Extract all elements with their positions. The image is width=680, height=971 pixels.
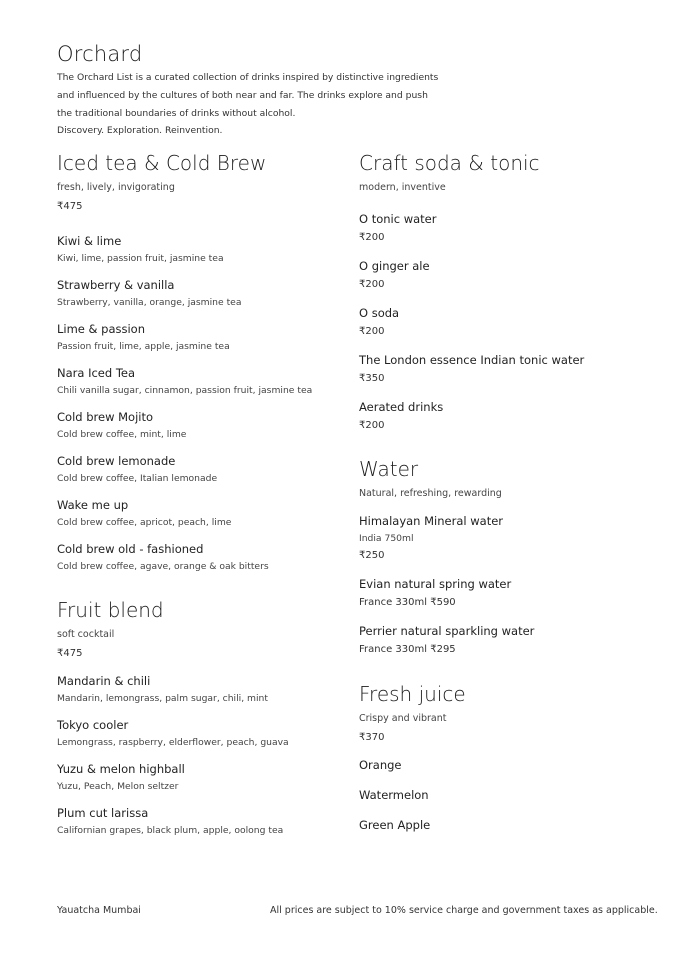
page-title: Orchard [57, 42, 143, 66]
item-price: ₹250 [359, 550, 385, 561]
menu-item [359, 624, 639, 657]
item-name: Evian natural spring water [359, 577, 512, 591]
item-price: ₹200 [359, 326, 385, 337]
item-name: O ginger ale [359, 259, 430, 273]
item-name: Perrier natural sparkling water [359, 624, 535, 638]
menu-item [359, 514, 639, 563]
menu-item [57, 366, 347, 397]
footer-venue: Yauatcha Mumbai [57, 905, 141, 916]
item-description: Cold brew coffee, mint, lime [57, 429, 187, 440]
menu-item [57, 674, 347, 705]
menu-item [359, 400, 639, 433]
section-fresh-juice [359, 681, 639, 833]
item-name: Strawberry & vanilla [57, 278, 175, 292]
section-title: Fruit blend [57, 598, 164, 622]
item-name: Cold brew lemonade [57, 454, 176, 468]
item-name: Mandarin & chili [57, 674, 151, 688]
item-name: Watermelon [359, 788, 429, 802]
intro-line: The Orchard List is a curated collection of drinks inspired by distinctive ingredients [57, 72, 439, 83]
item-description: Yuzu, Peach, Melon seltzer [57, 781, 179, 792]
menu-item [359, 306, 639, 339]
menu-item [359, 353, 639, 386]
item-name: Cold brew old - fashioned [57, 542, 204, 556]
section-price: ₹475 [57, 648, 83, 659]
item-description: Lemongrass, raspberry, elderflower, peach, guava [57, 737, 289, 748]
item-price: France 330ml ₹295 [359, 644, 456, 655]
item-description: India 750ml [359, 533, 414, 544]
menu-item [57, 498, 347, 529]
section-title: Water [359, 457, 419, 481]
menu-item [57, 718, 347, 749]
footer-note: All prices are subject to 10% service charge and government taxes as applicable. [270, 905, 658, 916]
item-description: Californian grapes, black plum, apple, oolong tea [57, 825, 284, 836]
section-water [359, 456, 639, 657]
menu-item [57, 806, 347, 837]
section-subtitle: fresh, lively, invigorating [57, 182, 175, 193]
section-subtitle: Crispy and vibrant [359, 713, 447, 724]
item-price: ₹200 [359, 232, 385, 243]
item-name: O tonic water [359, 212, 437, 226]
item-name: Tokyo cooler [57, 718, 129, 732]
right-column [359, 150, 639, 833]
intro-text [57, 69, 437, 140]
menu-item [57, 234, 347, 265]
item-name: Himalayan Mineral water [359, 514, 504, 528]
item-name: Nara Iced Tea [57, 366, 136, 380]
left-column [57, 150, 347, 837]
section-title: Craft soda & tonic [359, 151, 540, 175]
section-subtitle: modern, inventive [359, 182, 446, 193]
item-description: Cold brew coffee, Italian lemonade [57, 473, 218, 484]
intro-line: the traditional boundaries of drinks without alcohol. [57, 107, 296, 119]
section-title: Iced tea & Cold Brew [57, 151, 267, 175]
section-craft-soda [359, 150, 639, 433]
section-iced-tea [57, 150, 347, 573]
item-description: Kiwi, lime, passion fruit, jasmine tea [57, 253, 224, 264]
item-price: ₹200 [359, 420, 385, 431]
intro-line: Discovery. Exploration. Reinvention. [57, 125, 223, 137]
section-subtitle: soft cocktail [57, 629, 115, 640]
section-price: ₹370 [359, 732, 385, 743]
menu-item [57, 278, 347, 309]
item-description: Chili vanilla sugar, cinnamon, passion fruit, jasmine tea [57, 385, 313, 396]
item-name: The London essence Indian tonic water [359, 353, 585, 367]
menu-item [57, 762, 347, 793]
menu-item [57, 454, 347, 485]
item-name: Lime & passion [57, 322, 146, 336]
intro-line: and influenced by the cultures of both near and far. The drinks explore and push [57, 89, 428, 101]
item-name: Wake me up [57, 498, 129, 512]
section-title: Fresh juice [359, 682, 466, 706]
item-name: Green Apple [359, 818, 431, 832]
item-name: Orange [359, 758, 402, 772]
item-name: Yuzu & melon highball [57, 762, 185, 776]
item-name: O soda [359, 306, 400, 320]
item-price: ₹200 [359, 279, 385, 290]
item-price: ₹350 [359, 373, 385, 384]
item-price: France 330ml ₹590 [359, 597, 456, 608]
section-subtitle: Natural, refreshing, rewarding [359, 488, 502, 499]
item-name: Plum cut larissa [57, 806, 149, 820]
menu-item [359, 577, 639, 610]
item-description: Passion fruit, lime, apple, jasmine tea [57, 341, 230, 352]
item-description: Cold brew coffee, apricot, peach, lime [57, 517, 232, 528]
section-fruit-blend [57, 597, 347, 837]
item-name: Kiwi & lime [57, 234, 122, 248]
menu-item [57, 542, 347, 573]
item-name: Aerated drinks [359, 400, 444, 414]
section-price: ₹475 [57, 201, 83, 212]
menu-item [57, 322, 347, 353]
item-description: Strawberry, vanilla, orange, jasmine tea [57, 297, 242, 308]
item-description: Cold brew coffee, agave, orange & oak bitters [57, 561, 269, 572]
menu-item [57, 410, 347, 441]
item-description: Mandarin, lemongrass, palm sugar, chili, mint [57, 693, 268, 704]
item-name: Cold brew Mojito [57, 410, 154, 424]
menu-item [359, 212, 639, 245]
menu-item [359, 259, 639, 292]
